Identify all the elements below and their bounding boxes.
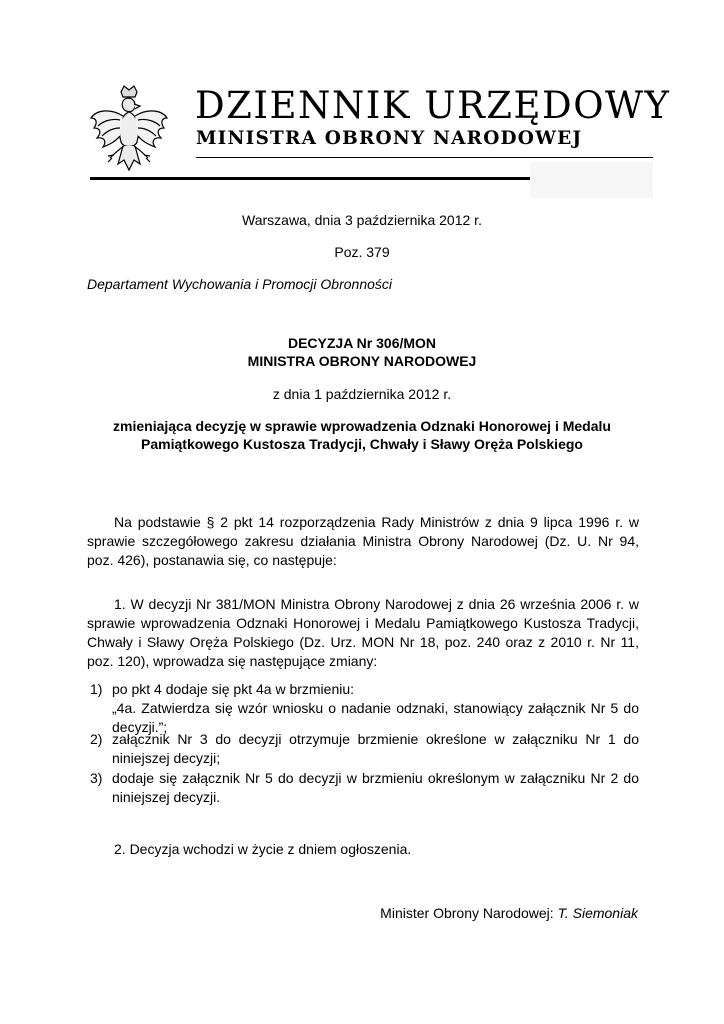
signature-role: Minister Obrony Narodowej: [380, 905, 554, 921]
item-2-number: 2) [90, 731, 103, 747]
preamble-paragraph [87, 513, 639, 570]
item-1-text: po pkt 4 dodaje się pkt 4a w brzmieniu: [112, 681, 355, 697]
position-number: Poz. 379 [334, 244, 390, 260]
signature-name: T. Siemoniak [557, 905, 638, 921]
masthead-subtitle: MINISTRA OBRONY NARODOWEJ [196, 128, 583, 149]
decision-date: z dnia 1 października 2012 r. [272, 386, 452, 402]
department-name: Departament Wychowania i Promocji Obronności [87, 276, 393, 292]
item-3-number: 3) [90, 770, 103, 786]
item-1-number: 1) [90, 681, 103, 697]
masthead-rule-thick [90, 177, 530, 180]
decision-issuer: MINISTRA OBRONY NARODOWEJ [247, 353, 477, 369]
list-item [112, 680, 639, 737]
decision-number: DECYZJA Nr 306/MON [287, 335, 437, 351]
item-2-text: załącznik Nr 3 do decyzji otrzymuje brzmienie określone w załączniku Nr 1 do niniejszej decyzji; [112, 731, 639, 766]
list-item [112, 730, 639, 768]
decision-subject-line2: Pamiątkowego Kustosza Tradycji, Chwały i Sławy Oręża Polskiego [141, 436, 583, 452]
section1-text: 1. W decyzji Nr 381/MON Ministra Obrony Narodowej z dnia 26 września 2006 r. w sprawie wprowadzenia Odznaki Honorowej i Medalu Pamiątkowego Kustosza Tradycji, Chwały i Sławy Oręża Polskiego (Dz. Urz. MON Nr 18, poz. 240 oraz z 2010 r. Nr 11, poz. 120), wprowadza się następujące zmiany: [87, 596, 639, 669]
masthead-rule-thin [196, 157, 653, 158]
section1-paragraph [87, 595, 639, 671]
polish-eagle-icon [88, 84, 170, 180]
signature [380, 905, 638, 922]
section2-text: 2. Decyzja wchodzi w życie z dniem ogłoszenia. [114, 841, 412, 857]
item-1-quote: „4a. Zatwierdza się wzór wniosku o nadanie odznaki, stanowiący załącznik Nr 5 do decyzji.”; [112, 700, 639, 735]
masthead-rule-shadow [530, 162, 653, 198]
preamble-text: Na podstawie § 2 pkt 14 rozporządzenia Rady Ministrów z dnia 9 lipca 1996 r. w sprawie szczegółowego zakresu działania Ministra Obrony Narodowej (Dz. U. Nr 94, poz. 426), postanawia się, co następuje: [87, 514, 639, 568]
place-date: Warszawa, dnia 3 października 2012 r. [242, 212, 482, 228]
item-3-text: dodaje się załącznik Nr 5 do decyzji w brzmieniu określonym w załączniku Nr 2 do niniejszej decyzji. [112, 770, 639, 805]
masthead-title: DZIENNIK URZĘDOWY [195, 84, 671, 127]
decision-subject-line1: zmieniająca decyzję w sprawie wprowadzenia Odznaki Honorowej i Medalu [113, 418, 611, 434]
list-item [112, 769, 639, 807]
